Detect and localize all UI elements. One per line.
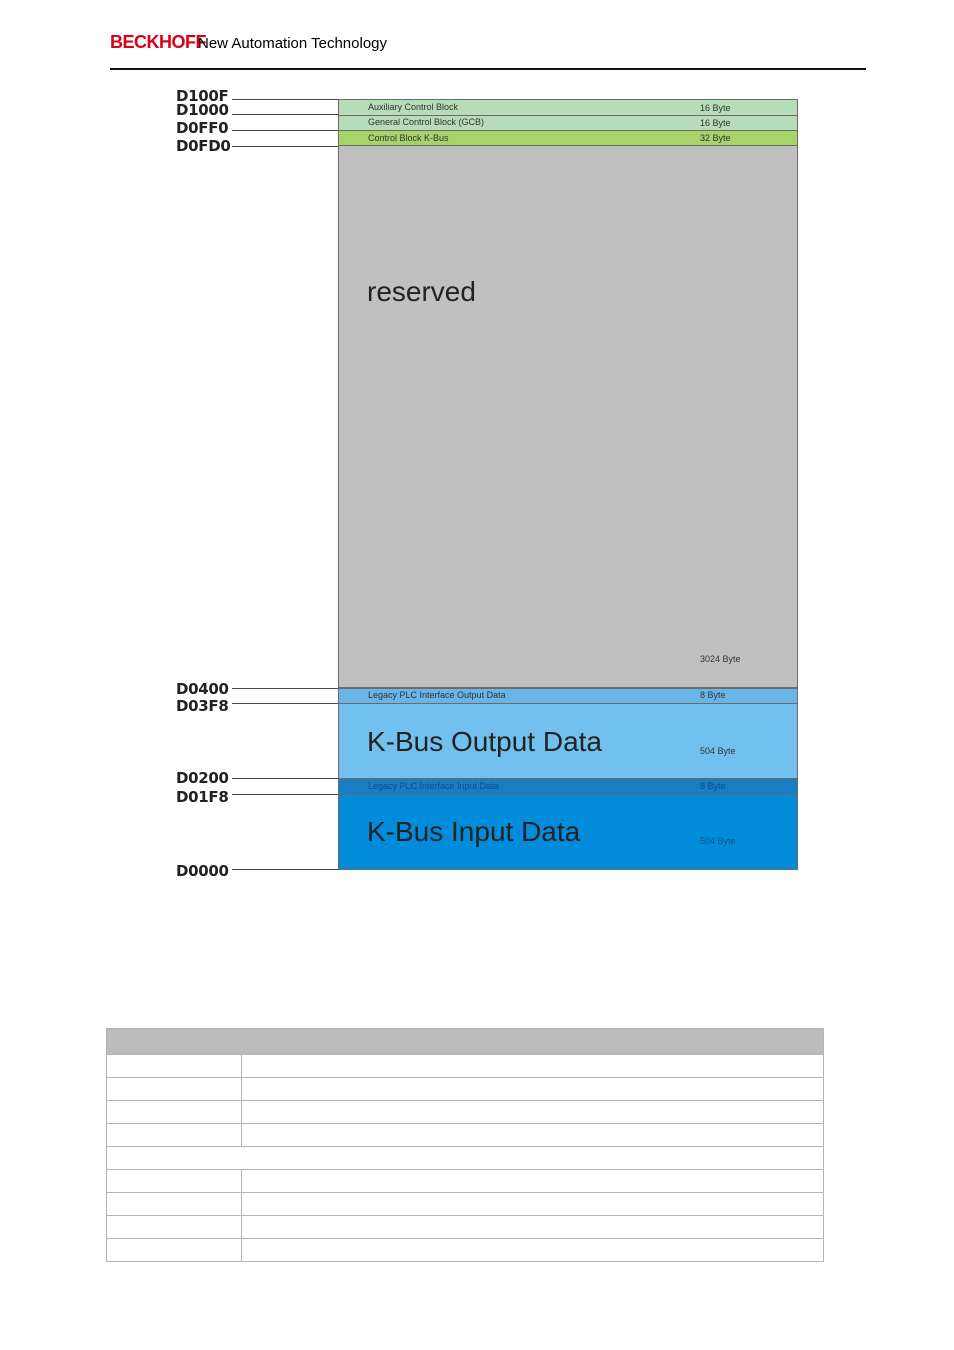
table-cell [107, 1124, 242, 1147]
block-label: Legacy PLC Interface Output Data [368, 690, 506, 700]
table-cell [107, 1170, 242, 1193]
table-cell [242, 1193, 824, 1216]
address-leader-line [232, 130, 338, 131]
table-row [107, 1239, 824, 1262]
table-row [107, 1193, 824, 1216]
block-label: Auxiliary Control Block [368, 102, 459, 112]
address-label: D0200 [176, 769, 229, 787]
brand-tagline: New Automation Technology [198, 35, 388, 52]
memory-block [338, 703, 798, 779]
address-label: D1000 [176, 101, 229, 119]
table-cell [242, 1239, 824, 1262]
block-size: 8 Byte [700, 690, 726, 700]
block-label: Legacy PLC Interface Input Data [368, 781, 499, 791]
table-cell [107, 1101, 242, 1124]
address-leader-line [232, 99, 338, 100]
address-label: D01F8 [176, 788, 229, 806]
table-row [107, 1078, 824, 1101]
block-label: K-Bus Input Data [367, 816, 581, 847]
brand-logo: BECKHOFF [110, 32, 206, 52]
memory-block [338, 145, 798, 688]
table-row [107, 1216, 824, 1239]
address-label: D0400 [176, 680, 229, 698]
block-size: 32 Byte [700, 133, 731, 143]
table-row [107, 1170, 824, 1193]
table-cell [242, 1124, 824, 1147]
block-size: 16 Byte [700, 118, 731, 128]
block-size: 16 Byte [700, 103, 731, 113]
block-size: 8 Byte [700, 781, 726, 791]
header-divider [110, 68, 866, 70]
memory-block [338, 794, 798, 870]
table-cell [107, 1078, 242, 1101]
address-label: D0FF0 [176, 119, 229, 137]
table-cell [242, 1101, 824, 1124]
address-leader-line [232, 146, 338, 147]
block-label: K-Bus Output Data [367, 726, 603, 757]
address-label: D0000 [176, 862, 229, 880]
memory-block [338, 688, 798, 704]
address-leader-line [232, 114, 338, 115]
block-size: 3024 Byte [700, 654, 741, 664]
memory-block [338, 115, 798, 131]
table-cell [107, 1055, 242, 1078]
block-label: reserved [367, 276, 476, 307]
table-cell [107, 1147, 824, 1170]
table-cell [242, 1170, 824, 1193]
block-size: 504 Byte [700, 746, 736, 756]
table-cell [242, 1216, 824, 1239]
block-label: Control Block K-Bus [368, 133, 449, 143]
table-section-row [107, 1147, 824, 1170]
table-header-cell [107, 1029, 824, 1055]
memory-block [338, 130, 798, 146]
address-label: D03F8 [176, 697, 229, 715]
table-row [107, 1101, 824, 1124]
table-header-row [107, 1029, 824, 1055]
empty-table [106, 1028, 824, 1262]
table-row [107, 1124, 824, 1147]
block-size: 504 Byte [700, 836, 736, 846]
table-cell [242, 1078, 824, 1101]
table-cell [107, 1216, 242, 1239]
memory-block [338, 778, 798, 795]
address-leader-line [232, 869, 338, 870]
table-cell [107, 1193, 242, 1216]
table-cell [107, 1239, 242, 1262]
address-label: D100F [176, 87, 229, 105]
table-row [107, 1055, 824, 1078]
memory-block [338, 99, 798, 116]
block-label: General Control Block (GCB) [368, 117, 485, 127]
table-cell [242, 1055, 824, 1078]
address-label: D0FD0 [176, 137, 231, 155]
